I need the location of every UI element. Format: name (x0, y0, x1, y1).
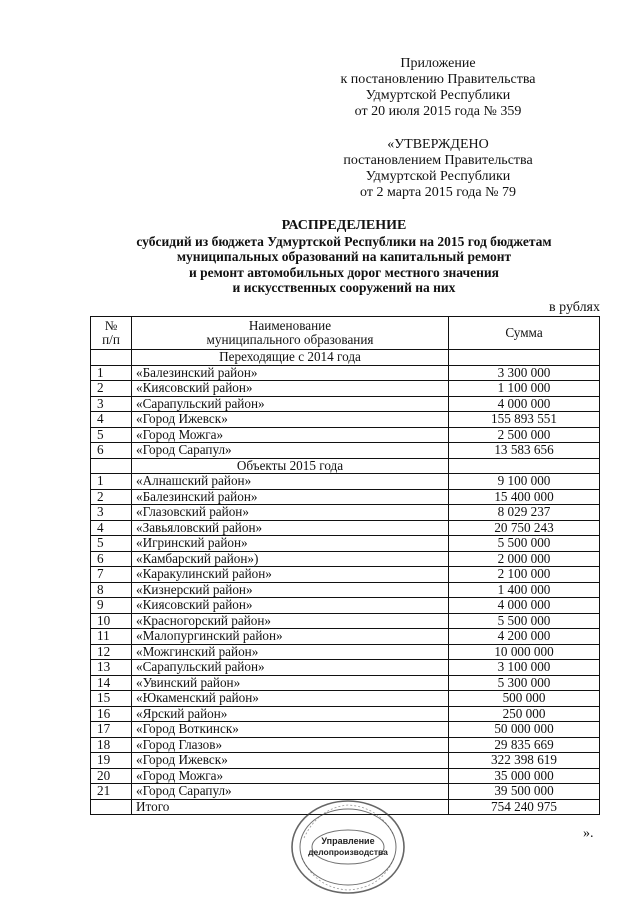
table-row (91, 706, 600, 722)
table-row (91, 691, 600, 707)
row-number: 2 (91, 489, 132, 505)
header-name-line-1: Наименование (248, 318, 332, 333)
approved-header (300, 137, 576, 201)
row-number: 1 (91, 365, 132, 381)
row-amount: 4 200 000 (449, 629, 600, 645)
row-number: 12 (91, 644, 132, 660)
row-municipality: «Город Глазов» (132, 737, 449, 753)
section-cell-empty (449, 458, 600, 474)
table-row (91, 412, 600, 428)
table-row (91, 427, 600, 443)
row-municipality: «Камбарский район») (132, 551, 449, 567)
row-amount: 2 500 000 (449, 427, 600, 443)
row-municipality: «Город Сарапул» (132, 443, 449, 459)
table-row (91, 474, 600, 490)
row-municipality: «Город Можга» (132, 427, 449, 443)
row-number: 21 (91, 784, 132, 800)
header-sum: Сумма (449, 317, 600, 350)
row-municipality: «Город Ижевск» (132, 412, 449, 428)
header-number-line-2: п/п (102, 332, 120, 347)
table-row (91, 505, 600, 521)
appendix-line-1: Приложение (400, 56, 476, 71)
table-row (91, 443, 600, 459)
row-amount: 322 398 619 (449, 753, 600, 769)
section-row-2015 (91, 458, 600, 474)
row-number: 5 (91, 427, 132, 443)
table-row (91, 768, 600, 784)
row-amount: 3 300 000 (449, 365, 600, 381)
row-municipality: «Балезинский район» (132, 365, 449, 381)
row-municipality: «Можгинский район» (132, 644, 449, 660)
row-number: 14 (91, 675, 132, 691)
appendix-line-4: от 20 июля 2015 года № 359 (354, 104, 522, 119)
row-amount: 39 500 000 (449, 784, 600, 800)
title-line-2: муниципальных образований на капитальный ремонт (176, 249, 512, 264)
row-municipality: «Глазовский район» (132, 505, 449, 521)
row-number: 4 (91, 520, 132, 536)
header-name (132, 317, 449, 350)
section-label: Переходящие с 2014 года (132, 350, 449, 366)
table-row (91, 598, 600, 614)
row-number: 6 (91, 443, 132, 459)
row-amount: 4 000 000 (449, 598, 600, 614)
row-amount: 35 000 000 (449, 768, 600, 784)
document-title (84, 218, 604, 296)
approved-line-3: Удмуртской Республики (365, 169, 511, 184)
table-row (91, 660, 600, 676)
row-number: 19 (91, 753, 132, 769)
header-number (91, 317, 132, 350)
row-amount: 500 000 (449, 691, 600, 707)
row-municipality: «Красногорский район» (132, 613, 449, 629)
row-number: 5 (91, 536, 132, 552)
table-row (91, 489, 600, 505)
row-municipality: «Город Можга» (132, 768, 449, 784)
row-amount: 5 500 000 (449, 536, 600, 552)
row-amount: 250 000 (449, 706, 600, 722)
table-row (91, 644, 600, 660)
header-number-line-1: № (104, 318, 118, 333)
row-municipality: «Сарапульский район» (132, 396, 449, 412)
row-municipality: «Киясовский район» (132, 381, 449, 397)
row-amount: 2 000 000 (449, 551, 600, 567)
table-row (91, 629, 600, 645)
section-label: Объекты 2015 года (132, 458, 449, 474)
title-line-4: и искусственных сооружений на них (232, 280, 456, 295)
row-number: 8 (91, 582, 132, 598)
row-amount: 3 100 000 (449, 660, 600, 676)
table-row (91, 722, 600, 738)
row-number: 1 (91, 474, 132, 490)
table-row (91, 381, 600, 397)
row-number: 18 (91, 737, 132, 753)
table-row (91, 365, 600, 381)
appendix-line-2: к постановлению Правительства (340, 72, 536, 87)
row-municipality: «Малопургинский район» (132, 629, 449, 645)
row-number: 3 (91, 505, 132, 521)
row-amount: 5 500 000 (449, 613, 600, 629)
stamp-text-2: делопроизводства (308, 847, 388, 857)
row-municipality: «Игринский район» (132, 536, 449, 552)
closing-quote: ». (583, 826, 594, 841)
row-number: 17 (91, 722, 132, 738)
row-number: 6 (91, 551, 132, 567)
row-amount: 13 583 656 (449, 443, 600, 459)
row-amount: 15 400 000 (449, 489, 600, 505)
row-number: 7 (91, 567, 132, 583)
total-sum: 754 240 975 (449, 799, 600, 815)
currency-note: в рублях (549, 300, 600, 315)
office-stamp (288, 798, 408, 896)
table-row (91, 613, 600, 629)
total-label: Итого (132, 799, 449, 815)
row-amount: 1 400 000 (449, 582, 600, 598)
row-number: 11 (91, 629, 132, 645)
approved-line-4: от 2 марта 2015 года № 79 (360, 185, 516, 200)
table-row (91, 396, 600, 412)
row-municipality: «Юкаменский район» (132, 691, 449, 707)
row-municipality: «Балезинский район» (132, 489, 449, 505)
approved-line-1: «УТВЕРЖДЕНО (387, 137, 489, 152)
header-name-line-2: муниципального образования (206, 332, 374, 347)
row-number: 4 (91, 412, 132, 428)
row-number: 3 (91, 396, 132, 412)
section-cell-empty (91, 350, 132, 366)
row-amount: 20 750 243 (449, 520, 600, 536)
title-heading: РАСПРЕДЕЛЕНИЕ (281, 218, 407, 233)
row-number: 15 (91, 691, 132, 707)
row-municipality: «Город Ижевск» (132, 753, 449, 769)
row-number: 16 (91, 706, 132, 722)
title-line-1: субсидий из бюджета Удмуртской Республики на 2015 год бюджетам (136, 233, 552, 249)
row-municipality: «Каракулинский район» (132, 567, 449, 583)
row-municipality: «Город Сарапул» (132, 784, 449, 800)
approved-line-2: постановлением Правительства (343, 153, 533, 168)
table-row (91, 784, 600, 800)
row-amount: 4 000 000 (449, 396, 600, 412)
distribution-table (90, 316, 600, 815)
row-municipality: «Алнашский район» (132, 474, 449, 490)
row-municipality: «Город Воткинск» (132, 722, 449, 738)
section-cell-empty (91, 458, 132, 474)
row-amount: 155 893 551 (449, 412, 600, 428)
table-row (91, 551, 600, 567)
row-amount: 2 100 000 (449, 567, 600, 583)
section-row-carryover (91, 350, 600, 366)
table-row (91, 520, 600, 536)
row-number: 9 (91, 598, 132, 614)
row-municipality: «Сарапульский район» (132, 660, 449, 676)
table-row (91, 675, 600, 691)
row-amount: 8 029 237 (449, 505, 600, 521)
stamp-text-1: Управление (321, 836, 375, 846)
table-row (91, 753, 600, 769)
row-municipality: «Ярский район» (132, 706, 449, 722)
row-number: 2 (91, 381, 132, 397)
total-num-cell (91, 799, 132, 815)
row-amount: 5 300 000 (449, 675, 600, 691)
row-municipality: «Кизнерский район» (132, 582, 449, 598)
table-header-row (91, 317, 600, 350)
row-amount: 9 100 000 (449, 474, 600, 490)
row-number: 10 (91, 613, 132, 629)
appendix-line-3: Удмуртской Республики (365, 88, 511, 103)
row-amount: 50 000 000 (449, 722, 600, 738)
table-row (91, 567, 600, 583)
row-municipality: «Завьяловский район» (132, 520, 449, 536)
row-number: 13 (91, 660, 132, 676)
row-amount: 1 100 000 (449, 381, 600, 397)
section-cell-empty (449, 350, 600, 366)
title-line-3: и ремонт автомобильных дорог местного значения (189, 264, 499, 280)
row-amount: 29 835 669 (449, 737, 600, 753)
row-municipality: «Увинский район» (132, 675, 449, 691)
table-row (91, 536, 600, 552)
row-municipality: «Киясовский район» (132, 598, 449, 614)
table-row (91, 737, 600, 753)
table-row (91, 582, 600, 598)
appendix-header (300, 56, 576, 120)
row-number: 20 (91, 768, 132, 784)
row-amount: 10 000 000 (449, 644, 600, 660)
